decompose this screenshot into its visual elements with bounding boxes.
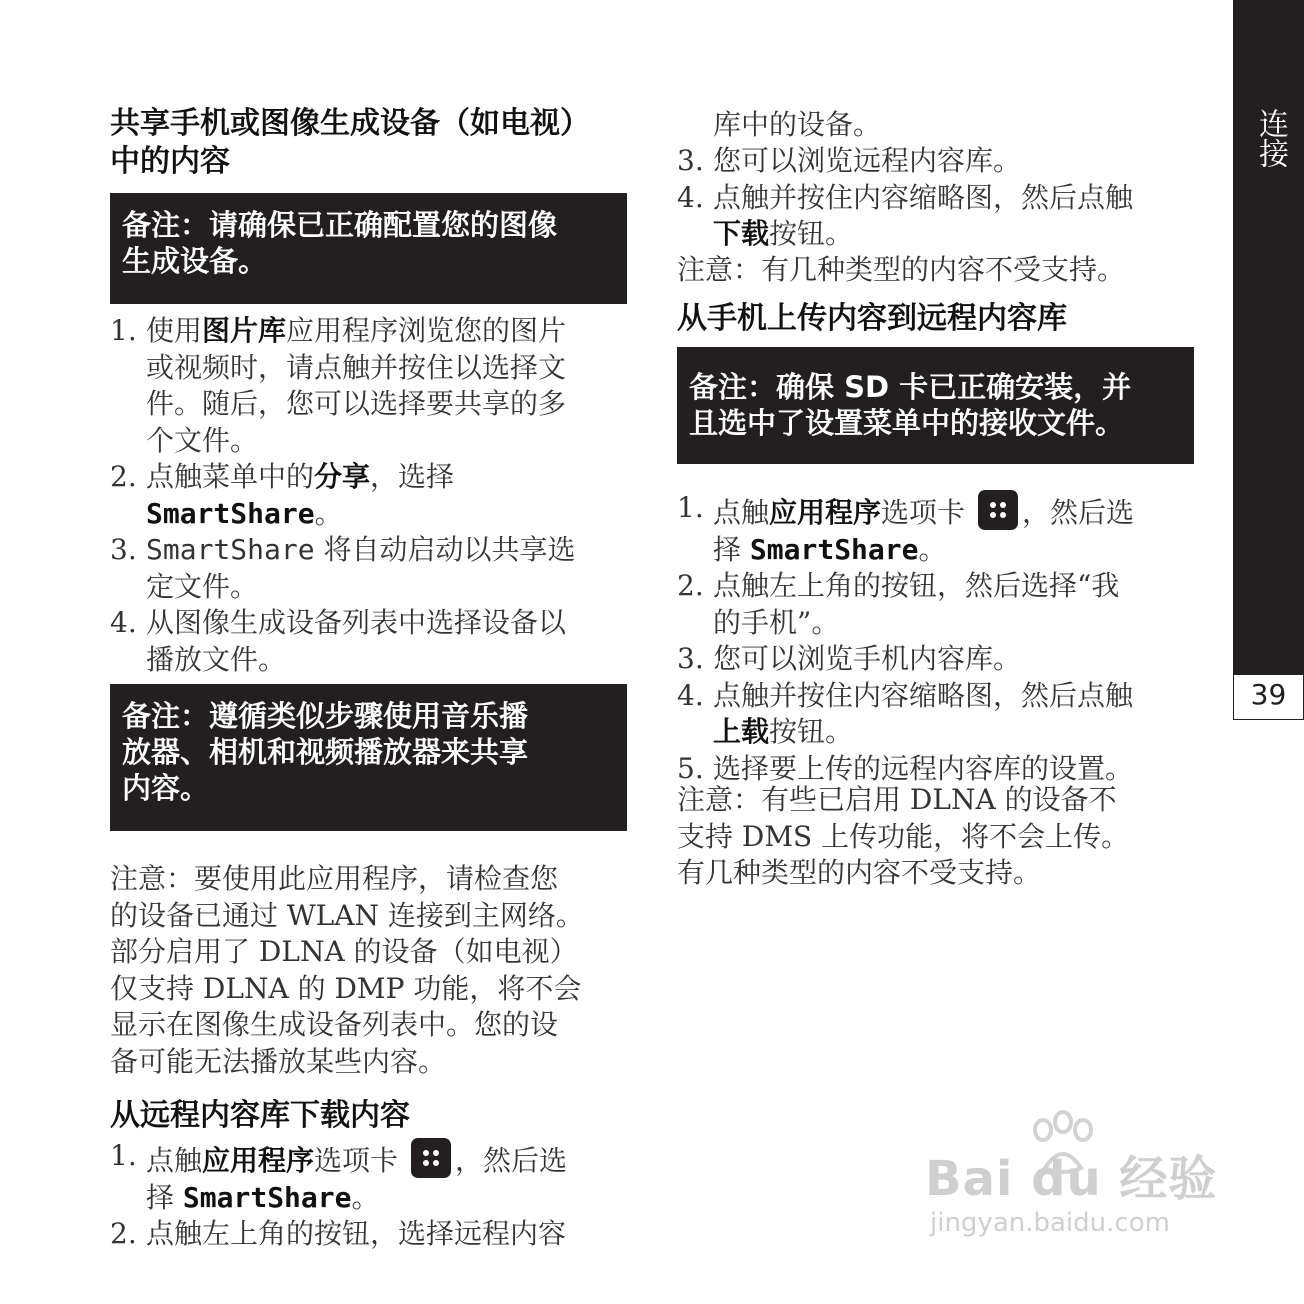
list-item: 3. 您可以浏览手机内容库。 xyxy=(677,642,1022,675)
baidu-watermark xyxy=(925,1110,1225,1260)
apps-grid-icon xyxy=(978,490,1018,530)
list-item: 2. 点触左上角的按钮，选择远程内容 xyxy=(110,1217,567,1250)
caution-dlna-upload: 注意：有些已启用 DLNA 的设备不 支持 DMS 上传功能，将不会上传。 有几种类型的内容不受支持。 xyxy=(677,783,1130,889)
note-box-sd-card: 备注：确保 SD 卡已正确安装，并 且选中了设置菜单中的接收文件。 xyxy=(677,347,1194,464)
list-item: 3. 您可以浏览远程内容库。 xyxy=(677,144,1022,177)
section-heading-upload: 从手机上传内容到远程内容库 xyxy=(677,301,1067,336)
note-box-configure: 备注：请确保已正确配置您的图像 生成设备。 xyxy=(110,193,627,304)
list-item: 3. SmartShare 将自动启动以共享选 定文件。 xyxy=(110,533,576,603)
list-item: 2. 点触菜单中的分享，选择 SmartShare。 xyxy=(110,460,455,530)
list-item: 1. 点触应用程序选项卡 ，然后选 择 SmartShare。 xyxy=(677,491,1134,566)
section-heading-share: 共享手机或图像生成设备（如电视） 中的内容 xyxy=(110,106,590,179)
apps-grid-icon xyxy=(411,1138,451,1178)
watermark-brand: Bai du 经验 xyxy=(925,1151,1218,1207)
download-steps-list-cont xyxy=(677,143,1197,253)
list-item: 4. 点触并按住内容缩略图，然后点触 下载按钮。 xyxy=(677,180,1134,250)
download-steps-list xyxy=(110,1138,630,1253)
chapter-title: 连接 xyxy=(1253,108,1288,168)
list-item: 4. 从图像生成设备列表中选择设备以 播放文件。 xyxy=(110,606,567,676)
list-item: 5. 选择要上传的远程内容库的设置。 xyxy=(677,751,1134,785)
list-item: 2. 点触左上角的按钮，然后选择“我 的手机”。 xyxy=(677,569,1120,639)
list-item: 1. 点触应用程序选项卡 ，然后选 择 SmartShare。 xyxy=(110,1139,567,1214)
caution-wlan: 注意：要使用此应用程序，请检查您 的设备已通过 WLAN 连接到主网络。 部分启用了 DLNA 的设备（如电视） 仅支持 DLNA 的 DMP 功能，将不会 显示在图像生成设备列表中。您的设 备可能无法播放某些内容。 xyxy=(110,862,584,1078)
section-heading-download: 从远程内容库下载内容 xyxy=(110,1098,410,1133)
note-box-media: 备注：遵循类似步骤使用音乐播 放器、相机和视频播放器来共享 内容。 xyxy=(110,684,627,831)
share-steps-list xyxy=(110,313,630,678)
list-item: 4. 点触并按住内容缩略图，然后点触 上载按钮。 xyxy=(677,678,1134,748)
watermark-site: jingyan.baidu.com xyxy=(930,1208,1170,1238)
list-continuation: 库中的设备。 xyxy=(713,108,882,141)
caution-unsupported: 注意：有几种类型的内容不受支持。 xyxy=(677,253,1126,286)
upload-steps-list xyxy=(677,490,1197,787)
page-number: 39 xyxy=(1250,678,1287,711)
list-item: 1. 使用图片库应用程序浏览您的图片 或视频时，请点触并按住以选择文 件。随后，您可以选择要共享的多 个文件。 xyxy=(110,314,567,457)
